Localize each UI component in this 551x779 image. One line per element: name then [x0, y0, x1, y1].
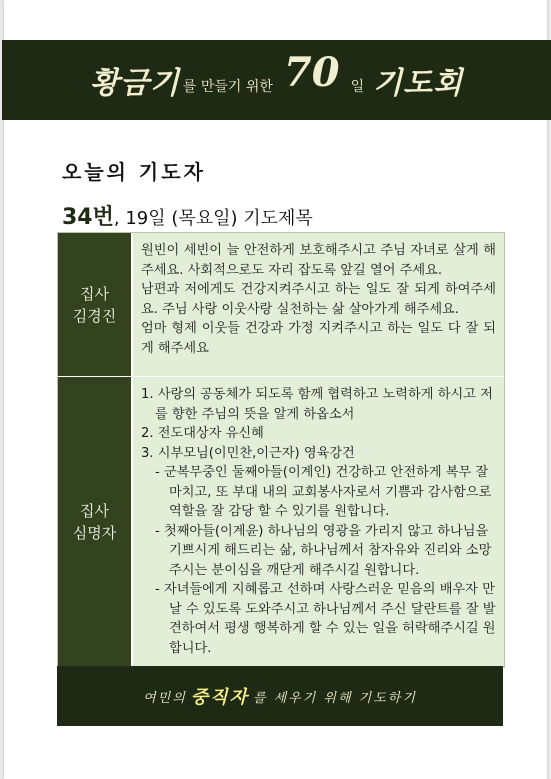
banner-text-3: 일 [350, 79, 365, 95]
footer-banner [57, 666, 503, 726]
list-subitem: - 군복무중인 둘째아들(이계인) 건강하고 안전하게 복무 잘 마치고, 또 부대 내의 교회봉사자로서 기쁨과 감사함으로 역할을 잘 감당 할 수 있기를 원합니다. [155, 465, 492, 519]
banner-text-2: 를 만들기 위한 [182, 79, 273, 95]
list-item: 3. 시부모님(이민찬,이근자) 영육강건 [141, 445, 355, 461]
prayer-paragraph: 남편과 저에게도 건강지켜주시고 하는 일도 잘 되게 하여주세요. 주님 사랑 이웃사랑 실천하는 삶 살아가게 해주세요. [141, 282, 496, 317]
prayer-number: 34번 [62, 205, 114, 230]
section-heading: 오늘의 기도자 [62, 160, 206, 184]
person-cell [58, 377, 133, 667]
table-row [58, 233, 504, 377]
list-item: 2. 전도대상자 유신혜 [141, 426, 264, 441]
person-cell [58, 233, 133, 376]
person-name: 김경진 [72, 306, 117, 325]
page [4, 0, 547, 779]
list-subitem: - 첫째아들(이계윤) 하나님의 영광을 가리지 않고 하나님을 기쁘시게 해드리는 삶, 하나님께서 참자유와 진리와 소망 주시는 분이심을 깨닫게 해주시길 원합니다. [155, 523, 492, 578]
list-item: 1. 사랑의 공동체가 되도록 함께 협력하고 노력하게 하시고 저를 향한 주님의 뜻을 알게 하옵소서 [141, 387, 493, 422]
prayer-table [57, 232, 505, 668]
person-name: 심명자 [72, 524, 117, 542]
prayer-list [141, 385, 496, 658]
prayer-content [133, 377, 504, 667]
prayer-date-topic: , 19일 (목요일) 기도제목 [113, 208, 313, 229]
banner-text-4: 기도회 [373, 66, 464, 101]
person-title: 집사 [80, 502, 109, 520]
footer-text-3: 를 세우기 위해 기도하기 [252, 690, 417, 706]
prayer-paragraph: 엄마 형제 이웃들 건강과 가정 지켜주시고 하는 일도 다 잘 되게 해주세요 [141, 321, 496, 356]
table-row [58, 377, 504, 667]
footer-text-1: 여민의 [143, 690, 187, 706]
prayer-subheading [62, 200, 313, 231]
title-banner [2, 40, 551, 120]
prayer-content [133, 233, 504, 376]
banner-text-1: 황금기 [89, 66, 180, 101]
banner-number: 70 [283, 48, 340, 96]
prayer-paragraph: 원빈이 세빈이 늘 안전하게 보호해주시고 주님 자녀로 살게 해주세요. 사회적으로도 자리 잡도록 앞길 열어 주세요. [141, 243, 496, 278]
footer-text-2: 중직자 [190, 687, 249, 708]
person-title: 집사 [80, 284, 109, 303]
list-subitem: - 자녀들에게 지혜롭고 선하며 사랑스러운 믿음의 배우자 만날 수 있도록 도와주시고 하나님께서 주신 달란트를 잘 발견하여서 평생 행복하게 할 수 있는 일을 허락해주시길 원합니다. [155, 582, 496, 656]
